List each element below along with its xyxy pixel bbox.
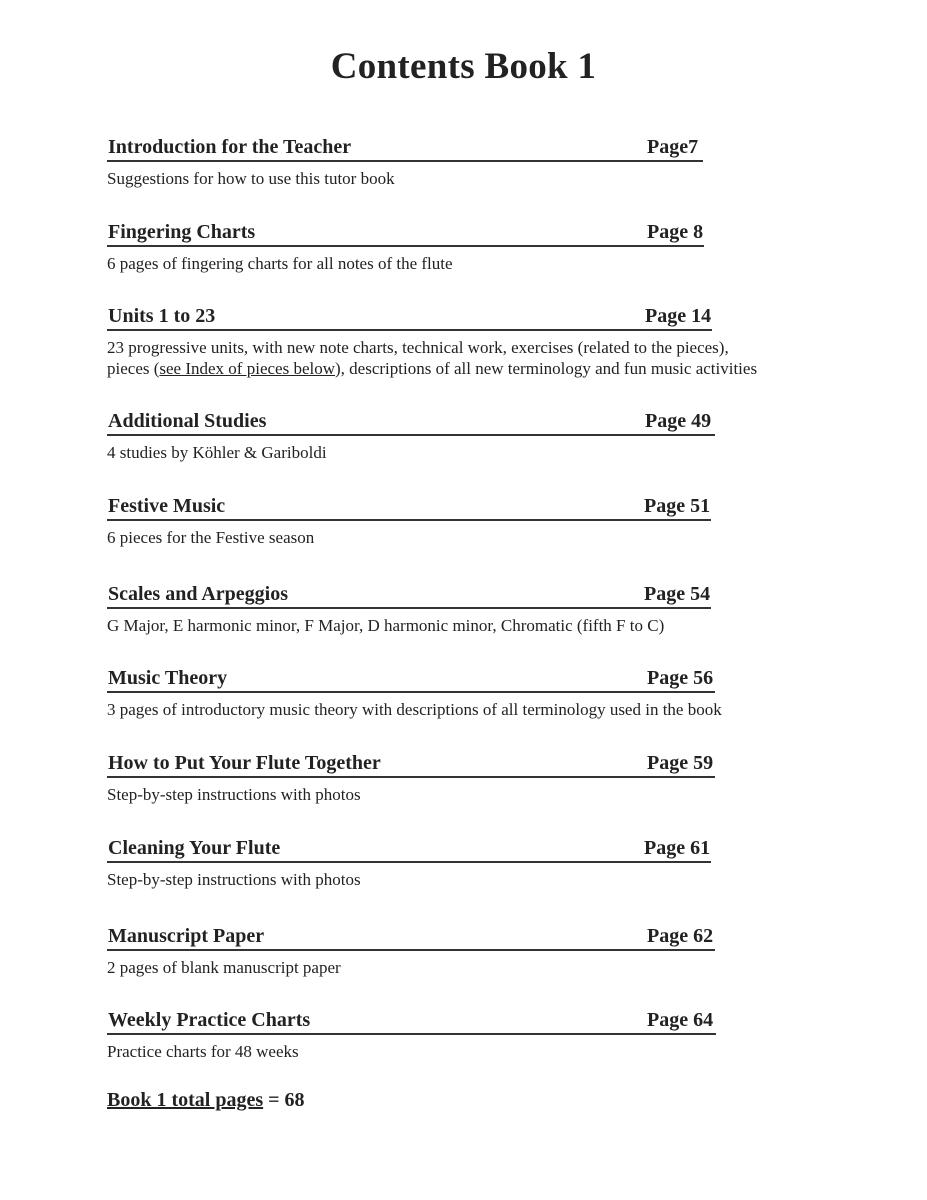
- toc-page-number[interactable]: Page 56: [647, 667, 714, 689]
- index-of-pieces-link[interactable]: see Index of pieces below: [159, 359, 335, 378]
- toc-description: 6 pages of fingering charts for all notes of the flute: [107, 254, 453, 273]
- toc-page-number[interactable]: Page 54: [644, 583, 711, 605]
- toc-page-number[interactable]: Page7: [647, 136, 699, 158]
- toc-page-number[interactable]: Page 62: [647, 925, 714, 947]
- toc-page-number[interactable]: Page 61: [644, 837, 711, 859]
- toc-description: 3 pages of introductory music theory with descriptions of all terminology used in the book: [107, 700, 722, 719]
- toc-page-number[interactable]: Page 51: [644, 495, 711, 517]
- page-title: Contents Book 1: [330, 46, 597, 87]
- toc-description: [107, 337, 757, 379]
- total-pages: [107, 1088, 305, 1112]
- toc-description: Suggestions for how to use this tutor book: [107, 169, 395, 188]
- toc-heading[interactable]: Fingering Charts: [108, 221, 256, 243]
- toc-page-number[interactable]: Page 8: [647, 221, 704, 243]
- toc-page-number[interactable]: Page 59: [647, 752, 714, 774]
- toc-description-line: pieces (see Index of pieces below), descriptions of all new terminology and fun music activities: [107, 359, 758, 378]
- toc-page-number[interactable]: Page 49: [645, 410, 712, 432]
- total-pages-value: = 68: [263, 1089, 305, 1111]
- toc-description: Step-by-step instructions with photos: [107, 870, 361, 889]
- toc-heading[interactable]: How to Put Your Flute Together: [108, 752, 381, 774]
- toc-heading[interactable]: Units 1 to 23: [108, 305, 216, 327]
- toc-description: 4 studies by Köhler & Gariboldi: [107, 443, 327, 462]
- total-pages-label: Book 1 total pages: [107, 1089, 264, 1111]
- toc-heading[interactable]: Additional Studies: [108, 410, 267, 432]
- toc-heading[interactable]: Scales and Arpeggios: [108, 583, 289, 605]
- toc-description: 6 pieces for the Festive season: [107, 528, 315, 547]
- toc-description: G Major, E harmonic minor, F Major, D harmonic minor, Chromatic (fifth F to C): [107, 616, 665, 635]
- toc-description: 2 pages of blank manuscript paper: [107, 958, 341, 977]
- toc-heading[interactable]: Introduction for the Teacher: [108, 136, 352, 158]
- toc-heading[interactable]: Festive Music: [108, 495, 226, 517]
- toc-description: Practice charts for 48 weeks: [107, 1042, 299, 1061]
- toc-heading[interactable]: Weekly Practice Charts: [108, 1009, 311, 1031]
- toc-description-line: 23 progressive units, with new note charts, technical work, exercises (related to the pieces),: [107, 338, 729, 357]
- toc-heading[interactable]: Manuscript Paper: [108, 925, 265, 947]
- toc-heading[interactable]: Music Theory: [108, 667, 228, 689]
- toc-page-number[interactable]: Page 64: [647, 1009, 714, 1031]
- toc-page-number[interactable]: Page 14: [645, 305, 712, 327]
- toc-description: Step-by-step instructions with photos: [107, 785, 361, 804]
- toc-heading[interactable]: Cleaning Your Flute: [108, 837, 281, 859]
